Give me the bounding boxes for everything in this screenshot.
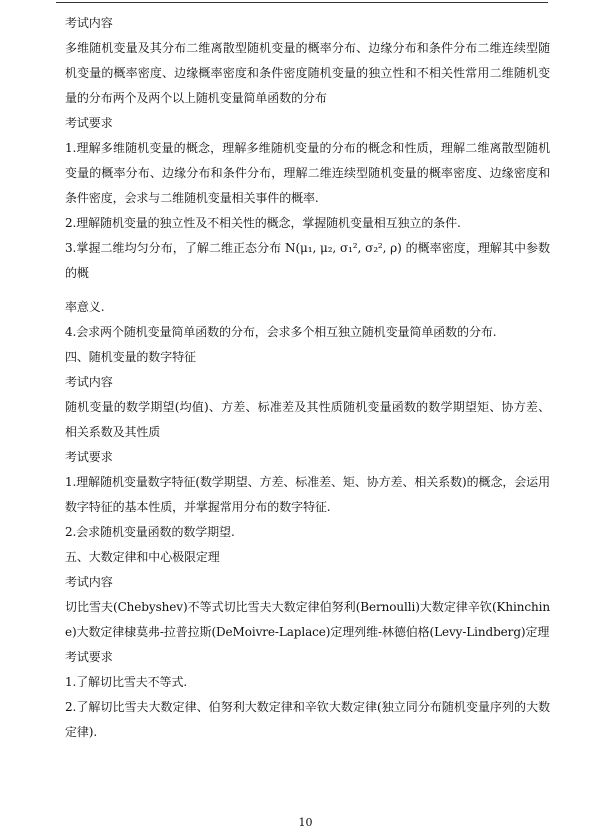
requirement-item-1: 1.理解随机变量数字特征(数学期望、方差、标准差、矩、协方差、相关系数)的概念，会运用数字特征的基本性质，并掌握常用分布的数字特征. (65, 475, 550, 514)
requirement-item-3-continued: 率意义. (65, 300, 105, 314)
heading-exam-content: 考试内容 (65, 375, 113, 389)
paragraph-limit-theorems-content: 切比雪夫(Chebyshev)不等式切比雪夫大数定律伯努利(Bernoulli)大数定律辛钦(Khinchine)大数定律棣莫弗-拉普拉斯(DeMoivre-Laplace)定理列维-林德伯格(Levy-Lindberg)定理 (65, 600, 550, 639)
heading-exam-requirements: 考试要求 (65, 116, 113, 130)
page-content (65, 11, 550, 745)
requirement-item-2: 2.理解随机变量的独立性及不相关性的概念，掌握随机变量相互独立的条件. (65, 216, 461, 230)
requirement-item-3: 3.掌握二维均匀分布，了解二维正态分布 N(μ₁, μ₂, σ₁², σ₂², ρ) 的概率密度，理解其中参数的概 (65, 241, 550, 280)
header-rule (56, 2, 548, 3)
section-heading-numerical-characteristics: 四、随机变量的数字特征 (65, 350, 196, 364)
paragraph-numerical-content: 随机变量的数学期望(均值)、方差、标准差及其性质随机变量函数的数学期望矩、协方差、相关系数及其性质 (65, 400, 550, 439)
requirement-item-2: 2.了解切比雪夫大数定律、伯努利大数定律和辛钦大数定律(独立同分布随机变量序列的大数定律). (65, 700, 550, 739)
section-heading-limit-theorems: 五、大数定律和中心极限定理 (65, 550, 220, 564)
requirement-item-1: 1.了解切比雪夫不等式. (65, 675, 188, 689)
heading-exam-content: 考试内容 (65, 575, 113, 589)
paragraph-multidim-content: 多维随机变量及其分布二维离散型随机变量的概率分布、边缘分布和条件分布二维连续型随机变量的概率密度、边缘概率密度和条件密度随机变量的独立性和不相关性常用二维随机变量的分布两个及两个以上随机变量简单函数的分布 (65, 41, 550, 105)
heading-exam-requirements: 考试要求 (65, 450, 113, 464)
heading-exam-content: 考试内容 (65, 16, 113, 30)
page-number: 10 (298, 816, 313, 829)
heading-exam-requirements: 考试要求 (65, 650, 113, 664)
requirement-item-4: 4.会求两个随机变量简单函数的分布，会求多个相互独立随机变量简单函数的分布. (65, 325, 497, 339)
requirement-item-1: 1.理解多维随机变量的概念，理解多维随机变量的分布的概念和性质，理解二维离散型随机变量的概率分布、边缘分布和条件分布，理解二维连续型随机变量的概率密度、边缘密度和条件密度，会求与二维随机变量相关事件的概率. (65, 141, 550, 205)
requirement-item-2: 2.会求随机变量函数的数学期望. (65, 525, 235, 539)
